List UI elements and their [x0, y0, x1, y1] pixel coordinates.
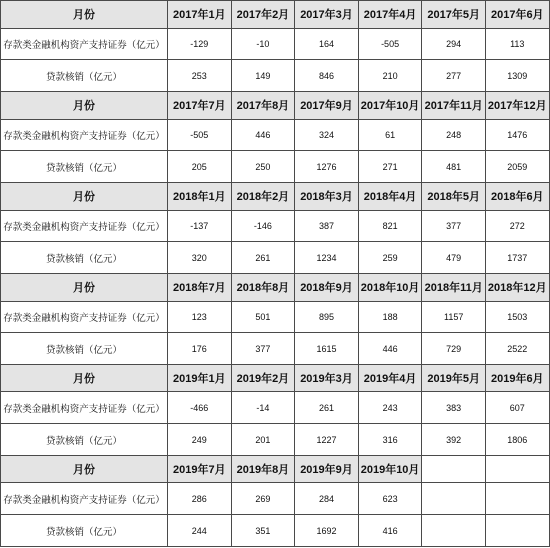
- month-header-cell: 2018年8月: [231, 273, 295, 301]
- abs-row: [1, 119, 550, 151]
- month-header-row: [1, 273, 550, 301]
- value-cell: 895: [295, 301, 359, 333]
- value-cell: 481: [422, 151, 486, 183]
- header-label-cell: 月份: [1, 1, 168, 29]
- value-cell: 1234: [295, 242, 359, 274]
- value-cell: 244: [168, 515, 232, 547]
- month-header-cell: 2017年6月: [485, 1, 549, 29]
- value-cell: 188: [358, 301, 422, 333]
- month-header-cell: 2018年2月: [231, 182, 295, 210]
- value-cell: 261: [231, 242, 295, 274]
- month-header-cell: 2017年9月: [295, 91, 359, 119]
- value-cell: 1476: [485, 119, 549, 151]
- month-header-cell: 2017年7月: [168, 91, 232, 119]
- value-cell: 446: [231, 119, 295, 151]
- abs-row: [1, 483, 550, 515]
- value-cell: 149: [231, 60, 295, 92]
- value-cell: 501: [231, 301, 295, 333]
- abs-row: [1, 210, 550, 242]
- month-header-cell: 2017年5月: [422, 1, 486, 29]
- value-cell: -505: [358, 28, 422, 60]
- month-header-cell: 2017年10月: [358, 91, 422, 119]
- month-header-cell: 2017年3月: [295, 1, 359, 29]
- table-body: [1, 1, 550, 547]
- value-cell: 416: [358, 515, 422, 547]
- value-cell: 272: [485, 210, 549, 242]
- month-header-cell: 2018年3月: [295, 182, 359, 210]
- month-header-cell: 2018年12月: [485, 273, 549, 301]
- value-cell: 269: [231, 483, 295, 515]
- value-cell: -137: [168, 210, 232, 242]
- row-label-cell: 存款类金融机构资产支持证券（亿元）: [1, 119, 168, 151]
- value-cell: 261: [295, 392, 359, 424]
- month-header-row: [1, 182, 550, 210]
- row-label-cell: 贷款核销（亿元）: [1, 515, 168, 547]
- value-cell: 210: [358, 60, 422, 92]
- value-cell: 1615: [295, 333, 359, 365]
- month-header-cell: 2017年4月: [358, 1, 422, 29]
- value-cell: [422, 483, 486, 515]
- month-header-cell: 2017年12月: [485, 91, 549, 119]
- abs-row: [1, 392, 550, 424]
- month-header-cell: 2018年1月: [168, 182, 232, 210]
- value-cell: 479: [422, 242, 486, 274]
- month-header-cell: 2018年9月: [295, 273, 359, 301]
- month-header-cell: 2017年8月: [231, 91, 295, 119]
- month-header-cell: 2019年8月: [231, 455, 295, 483]
- value-cell: 123: [168, 301, 232, 333]
- value-cell: 387: [295, 210, 359, 242]
- writeoff-row: [1, 515, 550, 547]
- value-cell: 1276: [295, 151, 359, 183]
- header-label-cell: 月份: [1, 91, 168, 119]
- value-cell: 729: [422, 333, 486, 365]
- value-cell: 383: [422, 392, 486, 424]
- row-label-cell: 贷款核销（亿元）: [1, 60, 168, 92]
- value-cell: 176: [168, 333, 232, 365]
- value-cell: 271: [358, 151, 422, 183]
- value-cell: 446: [358, 333, 422, 365]
- row-label-cell: 存款类金融机构资产支持证券（亿元）: [1, 483, 168, 515]
- month-header-cell: 2017年11月: [422, 91, 486, 119]
- value-cell: 1737: [485, 242, 549, 274]
- row-label-cell: 贷款核销（亿元）: [1, 151, 168, 183]
- writeoff-row: [1, 151, 550, 183]
- writeoff-row: [1, 333, 550, 365]
- value-cell: 164: [295, 28, 359, 60]
- value-cell: 607: [485, 392, 549, 424]
- row-label-cell: 贷款核销（亿元）: [1, 424, 168, 456]
- value-cell: 259: [358, 242, 422, 274]
- value-cell: 248: [422, 119, 486, 151]
- value-cell: 1227: [295, 424, 359, 456]
- value-cell: 243: [358, 392, 422, 424]
- value-cell: -129: [168, 28, 232, 60]
- writeoff-row: [1, 60, 550, 92]
- header-label-cell: 月份: [1, 182, 168, 210]
- month-header-row: [1, 455, 550, 483]
- value-cell: 253: [168, 60, 232, 92]
- value-cell: 316: [358, 424, 422, 456]
- value-cell: 324: [295, 119, 359, 151]
- month-header-cell: 2019年9月: [295, 455, 359, 483]
- value-cell: 2522: [485, 333, 549, 365]
- value-cell: 2059: [485, 151, 549, 183]
- month-header-cell: 2018年4月: [358, 182, 422, 210]
- month-header-cell: 2019年7月: [168, 455, 232, 483]
- value-cell: [485, 515, 549, 547]
- header-label-cell: 月份: [1, 364, 168, 392]
- value-cell: -505: [168, 119, 232, 151]
- value-cell: -146: [231, 210, 295, 242]
- value-cell: 294: [422, 28, 486, 60]
- month-header-cell: 2019年1月: [168, 364, 232, 392]
- month-header-cell: 2019年4月: [358, 364, 422, 392]
- value-cell: 377: [422, 210, 486, 242]
- value-cell: 846: [295, 60, 359, 92]
- value-cell: 201: [231, 424, 295, 456]
- abs-row: [1, 28, 550, 60]
- month-header-cell: [422, 455, 486, 483]
- month-header-cell: 2019年2月: [231, 364, 295, 392]
- value-cell: 1309: [485, 60, 549, 92]
- row-label-cell: 存款类金融机构资产支持证券（亿元）: [1, 392, 168, 424]
- month-header-cell: 2018年6月: [485, 182, 549, 210]
- month-header-cell: 2018年10月: [358, 273, 422, 301]
- row-label-cell: 贷款核销（亿元）: [1, 333, 168, 365]
- month-header-row: [1, 91, 550, 119]
- value-cell: 250: [231, 151, 295, 183]
- value-cell: 821: [358, 210, 422, 242]
- value-cell: 1806: [485, 424, 549, 456]
- value-cell: -14: [231, 392, 295, 424]
- month-header-row: [1, 364, 550, 392]
- header-label-cell: 月份: [1, 273, 168, 301]
- value-cell: 351: [231, 515, 295, 547]
- value-cell: 377: [231, 333, 295, 365]
- value-cell: [485, 483, 549, 515]
- row-label-cell: 存款类金融机构资产支持证券（亿元）: [1, 28, 168, 60]
- abs-row: [1, 301, 550, 333]
- value-cell: 1157: [422, 301, 486, 333]
- header-label-cell: 月份: [1, 455, 168, 483]
- value-cell: 277: [422, 60, 486, 92]
- value-cell: 61: [358, 119, 422, 151]
- month-header-cell: 2018年5月: [422, 182, 486, 210]
- value-cell: 284: [295, 483, 359, 515]
- row-label-cell: 贷款核销（亿元）: [1, 242, 168, 274]
- month-header-cell: 2017年2月: [231, 1, 295, 29]
- row-label-cell: 存款类金融机构资产支持证券（亿元）: [1, 210, 168, 242]
- month-header-cell: 2019年3月: [295, 364, 359, 392]
- writeoff-row: [1, 424, 550, 456]
- month-header-cell: [485, 455, 549, 483]
- month-header-cell: 2019年5月: [422, 364, 486, 392]
- value-cell: 392: [422, 424, 486, 456]
- value-cell: -10: [231, 28, 295, 60]
- value-cell: 249: [168, 424, 232, 456]
- value-cell: 113: [485, 28, 549, 60]
- writeoff-row: [1, 242, 550, 274]
- month-header-cell: 2017年1月: [168, 1, 232, 29]
- value-cell: 623: [358, 483, 422, 515]
- month-header-cell: 2018年7月: [168, 273, 232, 301]
- value-cell: -466: [168, 392, 232, 424]
- month-header-cell: 2018年11月: [422, 273, 486, 301]
- month-header-row: [1, 1, 550, 29]
- value-cell: 320: [168, 242, 232, 274]
- month-header-cell: 2019年6月: [485, 364, 549, 392]
- value-cell: 205: [168, 151, 232, 183]
- value-cell: 1503: [485, 301, 549, 333]
- value-cell: 1692: [295, 515, 359, 547]
- month-header-cell: 2019年10月: [358, 455, 422, 483]
- value-cell: 286: [168, 483, 232, 515]
- row-label-cell: 存款类金融机构资产支持证券（亿元）: [1, 301, 168, 333]
- value-cell: [422, 515, 486, 547]
